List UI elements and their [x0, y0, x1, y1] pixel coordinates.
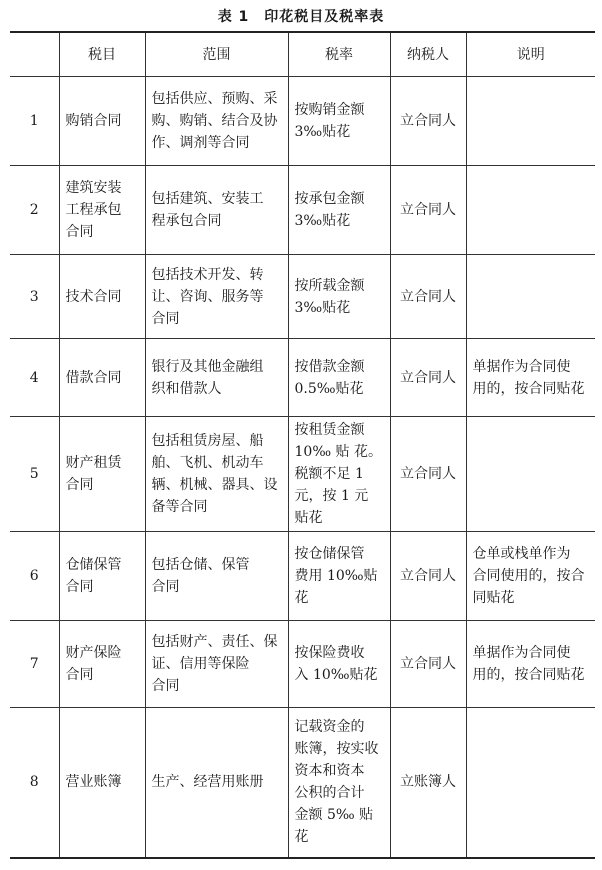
cell-item: 财产保险 合同: [59, 621, 145, 708]
cell-taxpayer: 立合同人: [390, 77, 466, 166]
table-row: [10, 621, 595, 708]
cell-item: 借款合同: [59, 339, 145, 417]
cell-taxpayer: 立合同人: [390, 417, 466, 532]
cell-note: 单据作为合同使 用的，按合同贴花: [466, 339, 595, 417]
cell-taxpayer: 立合同人: [390, 621, 466, 708]
header-cell-number: [10, 32, 59, 77]
cell-rate: 按购销金额 3‰贴花: [288, 77, 390, 166]
cell-note: 仓单或栈单作为 合同使用的，按合 同贴花: [466, 532, 595, 621]
table-row: [10, 708, 595, 858]
cell-rate: 按仓储保管 费用 10‰贴 花: [288, 532, 390, 621]
cell-note: [466, 255, 595, 339]
cell-taxpayer: 立合同人: [390, 339, 466, 417]
table-row: [10, 532, 595, 621]
table-row: [10, 339, 595, 417]
cell-number: 2: [10, 166, 59, 255]
cell-scope: 包括建筑、安装工 程承包合同: [145, 166, 288, 255]
cell-item: 营业账簿: [59, 708, 145, 858]
cell-rate: 记载资金的 账簿，按实收 资本和资本 公积的合计 金额 5‰ 贴 花: [288, 708, 390, 858]
cell-note: [466, 708, 595, 858]
cell-rate: 按所载金额 3‰贴花: [288, 255, 390, 339]
table-row: [10, 166, 595, 255]
header-row: [10, 32, 595, 77]
cell-item: 建筑安装 工程承包 合同: [59, 166, 145, 255]
cell-scope: 包括租赁房屋、船 舶、飞机、机动车 辆、机械、器具、设 备等合同: [145, 417, 288, 532]
cell-number: 1: [10, 77, 59, 166]
cell-number: 8: [10, 708, 59, 858]
cell-scope: 包括供应、预购、采 购、购销、结合及协 作、调剂等合同: [145, 77, 288, 166]
header-cell-rate: 税率: [288, 32, 390, 77]
cell-scope: 生产、经营用账册: [145, 708, 288, 858]
table-row: [10, 255, 595, 339]
stamp-tax-table: [10, 31, 595, 859]
cell-scope: 包括技术开发、转 让、咨询、服务等 合同: [145, 255, 288, 339]
header-cell-taxpayer: 纳税人: [390, 32, 466, 77]
table-row: [10, 77, 595, 166]
cell-note: [466, 166, 595, 255]
cell-item: 技术合同: [59, 255, 145, 339]
cell-number: 5: [10, 417, 59, 532]
table-caption: 表 1 印花税目及税率表: [217, 9, 385, 25]
cell-item: 财产租赁 合同: [59, 417, 145, 532]
cell-scope: 包括财产、责任、保 证、信用等保险 合同: [145, 621, 288, 708]
cell-item: 购销合同: [59, 77, 145, 166]
cell-number: 3: [10, 255, 59, 339]
table-row: [10, 417, 595, 532]
cell-taxpayer: 立账簿人: [390, 708, 466, 858]
cell-scope: 银行及其他金融组 织和借款人: [145, 339, 288, 417]
cell-taxpayer: 立合同人: [390, 532, 466, 621]
cell-note: [466, 417, 595, 532]
cell-taxpayer: 立合同人: [390, 166, 466, 255]
cell-note: [466, 77, 595, 166]
cell-scope: 包括仓储、保管 合同: [145, 532, 288, 621]
header-cell-scope: 范围: [145, 32, 288, 77]
cell-number: 7: [10, 621, 59, 708]
cell-note: 单据作为合同使 用的，按合同贴花: [466, 621, 595, 708]
cell-rate: 按承包金额 3‰贴花: [288, 166, 390, 255]
cell-taxpayer: 立合同人: [390, 255, 466, 339]
cell-rate: 按租赁金额 10‰ 贴 花。 税额不足 1 元，按 1 元 贴花: [288, 417, 390, 532]
cell-rate: 按保险费收 入 10‰贴花: [288, 621, 390, 708]
cell-item: 仓储保管 合同: [59, 532, 145, 621]
header-cell-item: 税目: [59, 32, 145, 77]
cell-number: 4: [10, 339, 59, 417]
cell-rate: 按借款金额 0.5‰贴花: [288, 339, 390, 417]
cell-number: 6: [10, 532, 59, 621]
header-cell-note: 说明: [466, 32, 595, 77]
